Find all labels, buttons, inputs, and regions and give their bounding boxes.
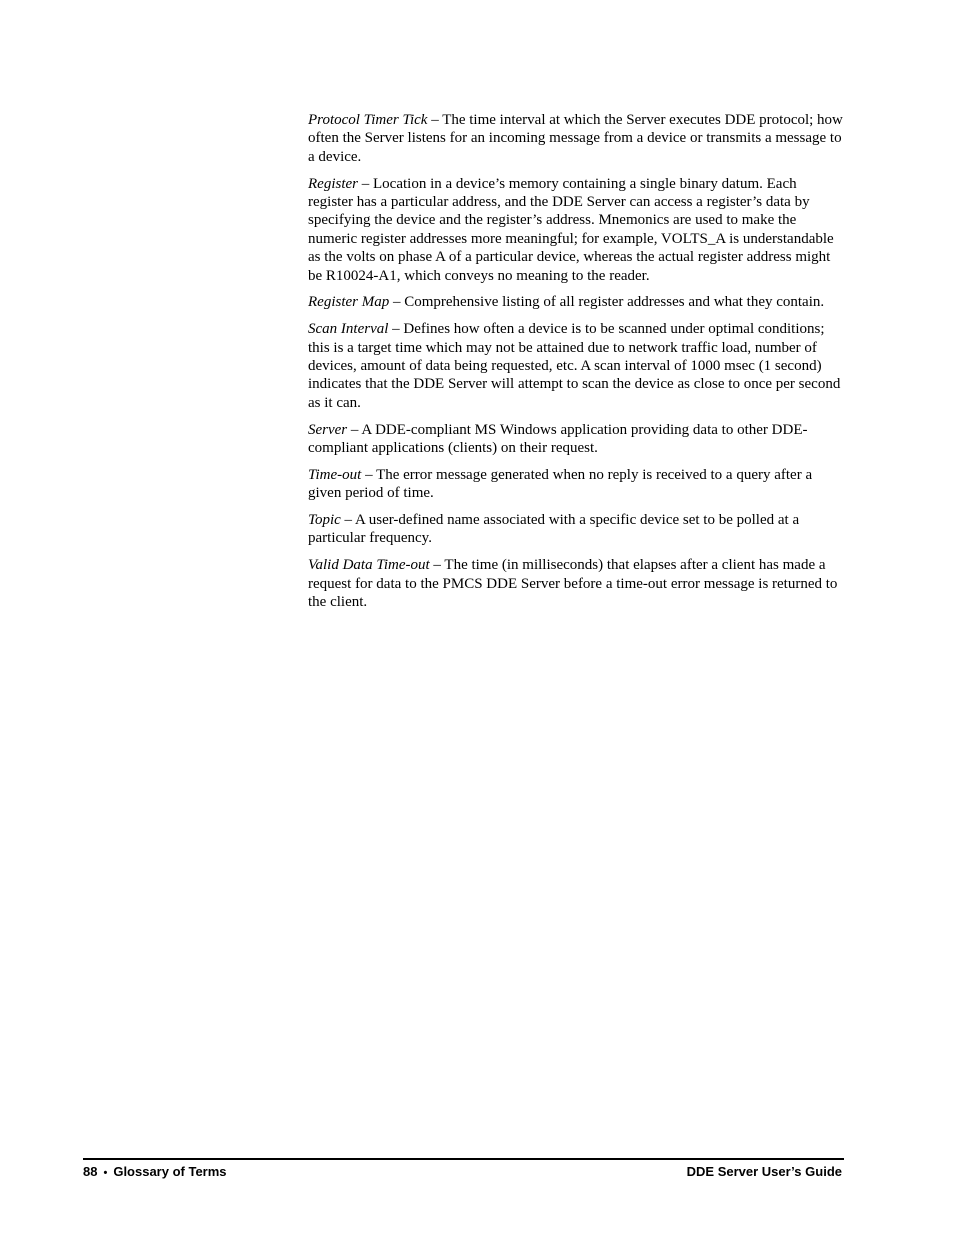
glossary-term: Scan Interval (308, 321, 389, 338)
glossary-entry: Server – A DDE-compliant MS Windows application providing data to other DDE-compliant applications (clients) on their request. (308, 421, 808, 457)
bullet-separator: • (103, 1167, 108, 1179)
page-footer (83, 1158, 844, 1182)
footer-section-title: Glossary of Terms (113, 1164, 227, 1179)
glossary-entry: Valid Data Time-out – The time (in milliseconds) that elapses after a client has made a request for data to the PMCS DDE Server before a time-out error message is returned to the client. (308, 557, 838, 611)
glossary-definition: The error message generated when no reply is received to a query after a given period of time. (308, 466, 813, 502)
glossary-content (308, 111, 844, 620)
glossary-definition: Defines how often a device is to be scanned under optimal conditions; this is a target time which may not be attained due to network traffic load, number of devices, amount of data being requested, etc. A scan interval of 1000 msec (1 second) indicates that the DDE Server will attempt to scan the device as close to once per second as it can. (308, 321, 841, 411)
glossary-definition: The time interval at which the Server executes DDE protocol; how often the Server listens for an incoming message from a device or transmits a message to a device. (308, 112, 843, 165)
glossary-term: Register Map (308, 294, 390, 311)
glossary-entry: Topic – A user-defined name associated with a specific device set to be polled at a particular frequency. (308, 512, 800, 547)
glossary-term: Topic (308, 512, 341, 529)
glossary-term: Time-out (308, 466, 362, 483)
glossary-term: Protocol Timer Tick (308, 112, 428, 128)
footer-left (83, 1164, 227, 1179)
glossary-entry: Register – Location in a device’s memory containing a single binary datum. Each register has a particular address, and the DDE Server can access a register’s data by specifying the device and the register’s address. Mnemonics are used to make the numeric register addresses more meaningful; for example, VOLTS_A is understandable as the volts on phase A of a particular device, whereas the actual register address might be R10024-A1, which conveys no meaning to the reader. (308, 175, 834, 284)
glossary-entry: Scan Interval – Defines how often a device is to be scanned under optimal conditions; this is a target time which may not be attained due to network traffic load, number of devices, amount of data being requested, etc. A scan interval of 1000 msec (1 second) indicates that the DDE Server will attempt to scan the device as close to once per second as it can. (308, 321, 841, 411)
glossary-term: Register (308, 175, 358, 192)
glossary-entry: Protocol Timer Tick – The time interval at which the Server executes DDE protocol; how often the Server listens for an incoming message from a device or transmits a message to a device. (308, 112, 843, 165)
glossary-definition: The time (in milliseconds) that elapses after a client has made a request for data to the PMCS DDE Server before a time-out error message is returned to the client. (308, 557, 838, 611)
glossary-entry: Register Map – Comprehensive listing of all register addresses and what they contain. (308, 294, 825, 311)
glossary-entry: Time-out – The error message generated when no reply is received to a query after a given period of time. (308, 466, 813, 502)
glossary-definition: Location in a device’s memory containing a single binary datum. Each register has a particular address, and the DDE Server can access a register’s data by specifying the device and the register’s address. Mnemonics are used to make the numeric register addresses more meaningful; for example, VOLTS_A is understandable as the volts on phase A of a particular device, whereas the actual register address might be R10024-A1, which conveys no meaning to the reader. (308, 175, 834, 284)
glossary-definition: Comprehensive listing of all register addresses and what they contain. (404, 294, 825, 311)
page-number: 88 (83, 1164, 98, 1179)
glossary-term: Valid Data Time-out (308, 557, 430, 574)
glossary-term: Server (308, 421, 348, 438)
glossary-definition: A DDE-compliant MS Windows application providing data to other DDE-compliant applications (clients) on their request. (308, 421, 808, 457)
glossary-definition: A user-defined name associated with a specific device set to be polled at a particular frequency. (308, 512, 800, 547)
footer-book-title: DDE Server User’s Guide (686, 1164, 842, 1179)
